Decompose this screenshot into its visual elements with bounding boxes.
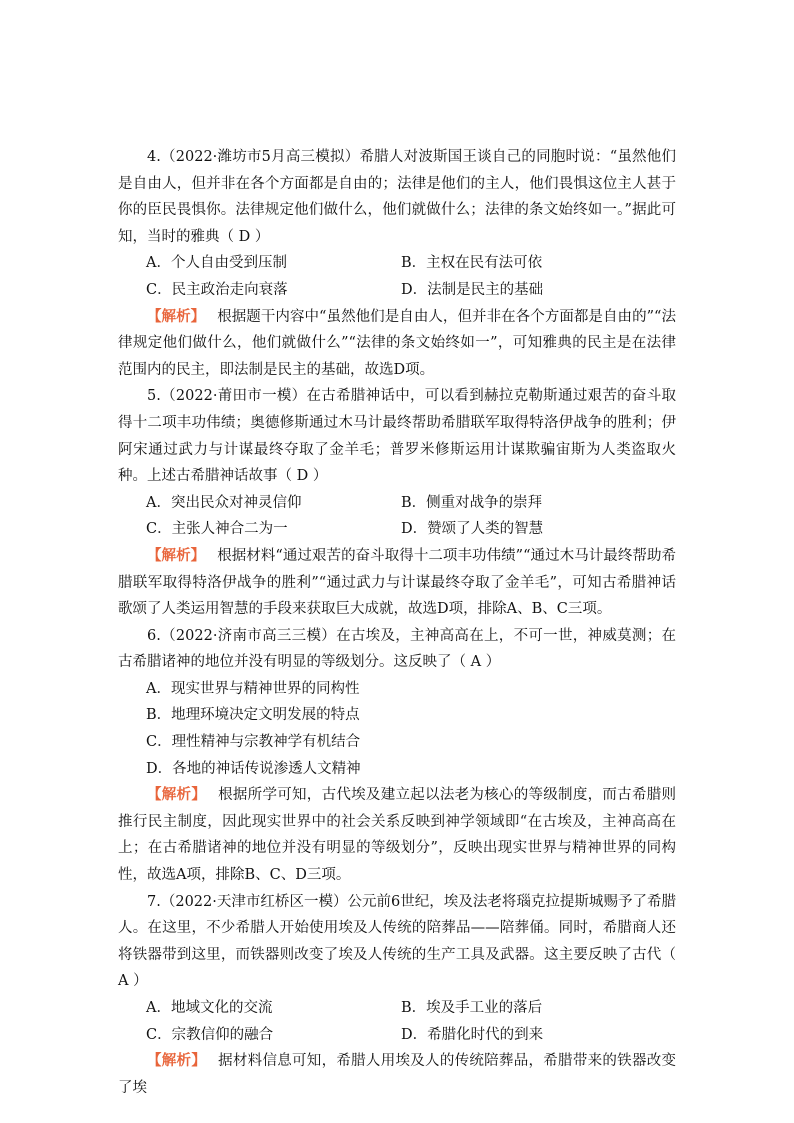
analysis-tag: 【解析】 [147,1052,207,1070]
analysis-text: 根据所学可知，古代埃及建立起以法老为核心的等级制度，而古希腊则推行民主制度，因此现实世界中的社会关系反映到神学领域即“在古埃及，主神高高在上；在古希腊诸神的地位并没有明显的等级划分”，反映出现实世界与精神世界的同构性，故选A项，排除B、C、D三项。 [118,787,677,884]
question-4-stem: 4.（2022·潍坊市5月高三模拟）希腊人对波斯国王谈自己的同胞时说：“虽然他们是自由人，但并非在各个方面都是自由的；法律是他们的主人，他们畏惧这位主人甚于你的臣民畏惧你。法律规定他们做什么，他们就做什么；法律的条文始终如一。”据此可知，当时的雅典（ D ） [118,149,676,245]
option-b: B．主权在民有法可依 [401,255,543,272]
option-c: C．理性精神与宗教神学有机结合 [146,734,361,751]
question-4-analysis [118,304,676,384]
question-4-options [118,250,676,303]
question-6-analysis [118,782,676,888]
option-d: D．赞颂了人类的智慧 [401,521,544,538]
analysis-text: 根据题干内容中“虽然他们是自由人，但并非在各个方面都是自由的”“法律规定他们做什么，他们就做什么”“法律的条文始终如一”，可知雅典的民主是在法律范围内的民主，即法制是民主的基础，故选D项。 [118,308,676,378]
option-b: B．埃及手工业的落后 [401,1000,543,1016]
option-c: C．民主政治走向衰落 [146,281,288,298]
option-c: C．主张人神合二为一 [146,521,288,538]
analysis-text: 据材料信息可知，希腊人用埃及人的传统陪葬品，希腊带来的铁器改变了埃 [118,1053,677,1096]
option-a: A．突出民众对神灵信仰 [146,494,302,511]
option-a: A．现实世界与精神世界的同构性 [146,680,360,697]
question-5-options [118,490,676,543]
option-a: A．个人自由受到压制 [146,255,287,272]
option-d: D．各地的神话传说渗透人文精神 [146,760,361,777]
question-7-analysis [118,1048,676,1101]
question-5-analysis [118,543,676,623]
analysis-tag: 【解析】 [147,546,206,564]
analysis-tag: 【解析】 [147,786,207,804]
document-page [118,144,676,1101]
question-6-options [118,676,676,782]
question-7-options [118,995,676,1048]
question-7-stem: 7.（2022·天津市红桥区一模）公元前6世纪，埃及法老将瑙克拉提斯城赐予了希腊人。在这里，不少希腊人开始使用埃及人传统的陪葬品——陪葬俑。同时，希腊商人还将铁器带到这里，而铁器则改变了埃及人传统的生产工具及武器。这主要反映了古代（ A ） [118,893,676,990]
option-a: A．地域文化的交流 [146,1000,273,1016]
analysis-tag: 【解析】 [147,307,206,325]
option-b: B．侧重对战争的崇拜 [401,494,543,511]
question-5-stem: 5.（2022·莆田市一模）在古希腊神话中，可以看到赫拉克勒斯通过艰苦的奋斗取得十二项丰功伟绩；奥德修斯通过木马计最终帮助希腊联军取得特洛伊战争的胜利；伊阿宋通过武力与计谋最终夺取了金羊毛；普罗米修斯运用计谋欺骗宙斯为人类盗取火种。上述古希腊神话故事（ D ） [118,388,676,485]
option-d: D．法制是民主的基础 [401,281,544,298]
question-6-stem: 6.（2022·济南市高三三模）在古埃及，主神高高在上，不可一世，神威莫测；在古希腊诸神的地位并没有明显的等级划分。这反映了（ A ） [118,627,676,671]
option-b: B．地理环境决定文明发展的特点 [146,707,360,724]
option-c: C．宗教信仰的融合 [146,1026,274,1043]
option-d: D．希腊化时代的到来 [401,1026,544,1043]
analysis-text: 根据材料“通过艰苦的奋斗取得十二项丰功伟绩”“通过木马计最终帮助希腊联军取得特洛伊战争的胜利”“通过武力与计谋最终夺取了金羊毛”，可知古希腊神话歌颂了人类运用智慧的手段来获取巨大成就，故选D项，排除A、B、C三项。 [118,547,676,618]
